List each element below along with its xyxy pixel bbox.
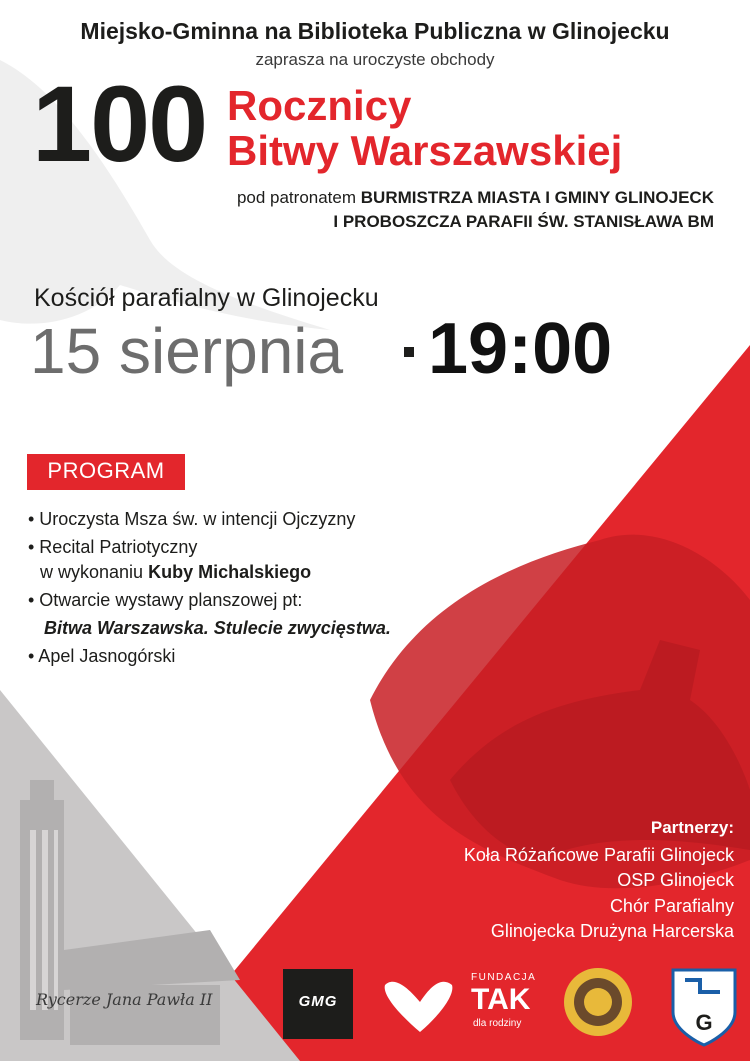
- patronage-priest: I PROBOSZCZA PARAFII ŚW. STANISŁAWA BM: [333, 212, 714, 231]
- partner-item: Chór Parafialny: [609, 896, 734, 916]
- performer-name: Kuby Michalskiego: [148, 562, 312, 582]
- event-place: Kościół parafialny w Glinojecku: [34, 284, 379, 312]
- program-item-appeal: • Apel Jasnogórski: [28, 646, 176, 666]
- partner-item: Koła Różańcowe Parafii Glinojeck: [463, 845, 734, 865]
- knights-logo: Rycerze Jana Pawła II: [36, 990, 213, 1009]
- patronage-block: [237, 186, 714, 234]
- program-item-mass: • Uroczysta Msza św. w intencji Ojczyzny: [28, 509, 356, 529]
- program-heading: PROGRAM: [47, 458, 165, 483]
- gmg-logo-text: GMG: [298, 993, 338, 1010]
- date-time-separator: [404, 347, 414, 357]
- exhibition-title: Bitwa Warszawska. Stulecie zwycięstwa.: [44, 618, 391, 638]
- patronage-mayor: BURMISTRZA MIASTA I GMINY GLINOJECK: [360, 188, 714, 207]
- partner-item: Glinojecka Drużyna Harcerska: [490, 921, 734, 941]
- event-time: 19:00: [428, 309, 613, 389]
- tak-logo-text: TAK: [471, 983, 531, 1016]
- organizer-name: Miejsko-Gminna na Biblioteka Publiczna w Glinojecku: [80, 18, 670, 44]
- patronage-line-2: [237, 210, 714, 234]
- invite-text: zaprasza na uroczyste obchody: [255, 50, 495, 69]
- program-item-exhibition: • Otwarcie wystawy planszowej pt:: [28, 590, 303, 610]
- program-item-recital-performer: [40, 562, 311, 583]
- anniversary-number: 100: [32, 63, 207, 184]
- partner-item: OSP Glinojeck: [617, 870, 734, 890]
- patronage-prefix: pod patronatem: [236, 188, 357, 207]
- performer-prefix: w wykonaniu: [40, 562, 144, 582]
- event-date: 15 sierpnia: [30, 315, 344, 387]
- tak-foundation-label: FUNDACJA: [471, 972, 537, 983]
- library-seal-icon: [564, 968, 632, 1036]
- partners-heading: Partnerzy:: [650, 818, 734, 837]
- title-line-2: Bitwy Warszawskiej: [227, 127, 623, 174]
- title-line-1: Rocznicy: [227, 82, 412, 129]
- tak-logo-subtitle: dla rodziny: [473, 1018, 522, 1029]
- patronage-line-1: [237, 186, 714, 210]
- svg-text:G: G: [695, 1010, 713, 1035]
- program-item-recital: • Recital Patriotyczny: [28, 537, 198, 557]
